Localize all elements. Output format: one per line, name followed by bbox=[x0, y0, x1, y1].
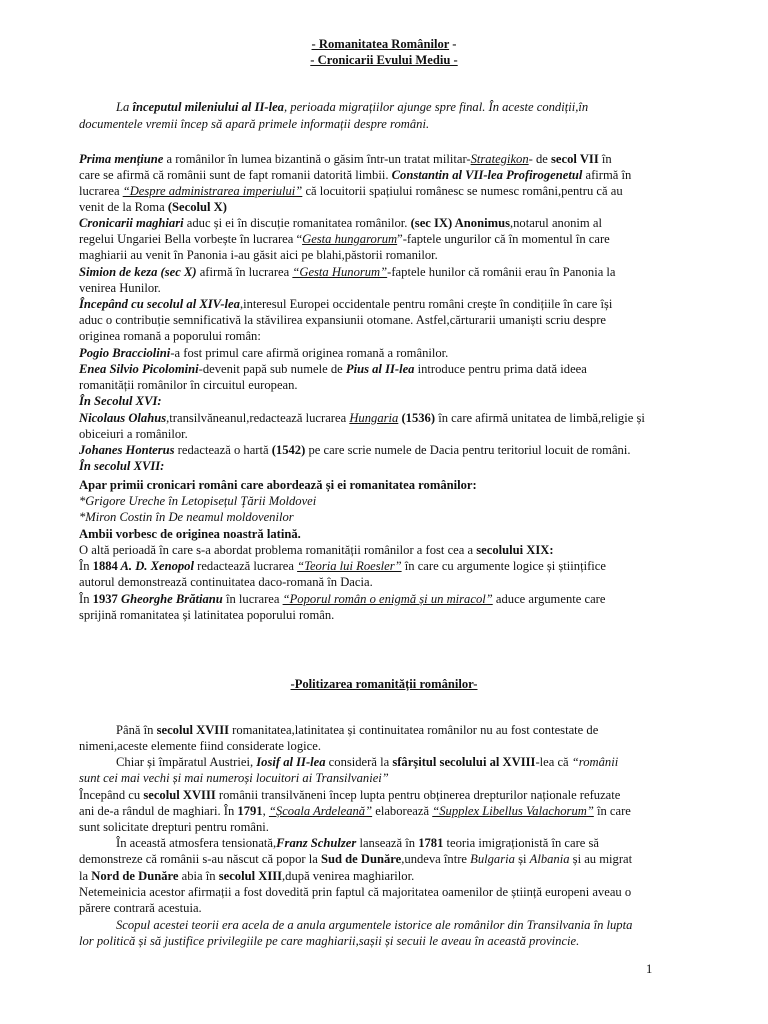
text: Începând cu bbox=[79, 788, 144, 802]
paragraph-line bbox=[79, 199, 679, 215]
text-bold: Prima mențiune bbox=[79, 152, 164, 166]
text-bold: Începând cu secolul al XIV-lea bbox=[79, 297, 240, 311]
quote-text: “românii bbox=[571, 755, 619, 769]
text-bold: Nord de Dunăre bbox=[91, 869, 179, 883]
text: abia în bbox=[178, 869, 219, 883]
text: în care afirmă unitatea de limbă,religie și bbox=[435, 411, 645, 425]
paragraph-line: venirea Hunilor. bbox=[79, 281, 161, 295]
paragraph-line: maghiarii au venit în Panonia i-au găsit aici pe blahi,păstorii romanilor. bbox=[79, 248, 438, 262]
text: -a fost primul care afirmă originea romană a românilor. bbox=[170, 346, 449, 360]
text: În această atmosfera tensionată, bbox=[116, 836, 277, 850]
section-heading bbox=[0, 676, 768, 692]
work-title-link[interactable]: “Teoria lui Roesler” bbox=[297, 559, 402, 573]
text-bold: secolul XVIII bbox=[156, 723, 229, 737]
text-bold: Sud de Dunăre bbox=[320, 852, 402, 866]
text-bold: Iosif al II-lea bbox=[256, 755, 326, 769]
text: redactează lucrarea bbox=[193, 559, 298, 573]
text: Chiar și împăratul Austriei, bbox=[116, 755, 257, 769]
text-bold: Pogio Bracciolini bbox=[79, 346, 171, 360]
text-bold: Constantin al VII-lea Profirogenetul bbox=[391, 168, 583, 182]
text: românii transilvăneni încep lupta pentru obținerea drepturilor naționale refuzate bbox=[215, 788, 621, 802]
text-bold: Pius al II-lea bbox=[345, 362, 415, 376]
text: lansează în bbox=[356, 836, 419, 850]
quote-line: sunt cei mai vechi și mai numeroși locuitori ai Transilvaniei” bbox=[79, 771, 389, 785]
text: ,transilvăneanul,redactează lucrarea bbox=[166, 411, 350, 425]
intro-line-2: documentele vremii încep să apară primele informații despre români. bbox=[79, 117, 430, 131]
paragraph-line bbox=[79, 868, 679, 884]
text: lucrarea bbox=[79, 184, 123, 198]
text: -faptele hunilor că românii erau în Panonia la bbox=[387, 265, 616, 279]
text: - de bbox=[528, 152, 552, 166]
doc-title bbox=[0, 36, 768, 52]
text: ,undeva între bbox=[401, 852, 471, 866]
text-bold: Johanes Honterus bbox=[79, 443, 175, 457]
text: -devenit papă sub numele de bbox=[198, 362, 346, 376]
paragraph-line bbox=[79, 264, 679, 280]
text: elaborează bbox=[372, 804, 433, 818]
doc-subtitle bbox=[0, 52, 768, 68]
paragraph-line: aduc o contribuție semnificativă la stăvilirea expansiunii otomane. Astfel,cărturarii umaniști scriu despre bbox=[79, 313, 607, 327]
text: demonstreze că românii s-au născut că popor la bbox=[79, 852, 321, 866]
work-title-link[interactable]: Strategikon bbox=[470, 152, 529, 166]
text: și au migrat bbox=[569, 852, 633, 866]
text: ,notarul anonim al bbox=[509, 216, 602, 230]
paragraph-line: obiceiuri a românilor. bbox=[79, 427, 188, 441]
text-bold: începutul mileniului al II-lea bbox=[132, 100, 284, 114]
text: în lucrarea bbox=[222, 592, 283, 606]
text-bold: Gheorghe Brătianu bbox=[117, 592, 223, 606]
paragraph-line: Apar primii cronicari români care abordează și ei romanitatea românilor: bbox=[79, 478, 477, 492]
text-bold: Nicolaus Olahus bbox=[79, 411, 167, 425]
intro-line-1 bbox=[116, 99, 716, 115]
list-item: *Grigore Ureche în Letopisețul Țării Moldovei bbox=[79, 494, 317, 508]
text-bold: sfârșitul secolului al XVIII bbox=[392, 755, 536, 769]
text-bold: (Secolul X) bbox=[167, 200, 227, 214]
text: ,interesul Europei occidentale pentru români crește în condițiile în care își bbox=[239, 297, 613, 311]
text-bold: (1542) bbox=[271, 443, 306, 457]
page-number: 1 bbox=[646, 962, 653, 976]
paragraph-line bbox=[79, 442, 679, 458]
text: aduc și ei în discuție romanitatea românilor. bbox=[183, 216, 411, 230]
text-italic: Albania bbox=[529, 852, 570, 866]
text: care se afirmă că românii sunt de fapt romanii datorită limbii. bbox=[79, 168, 392, 182]
paragraph-line: nimeni,aceste elemente fiind considerate logice. bbox=[79, 739, 321, 753]
paragraph-line: originea romană a poporului român: bbox=[79, 329, 261, 343]
paragraph-line: romanității românilor în circuitul european. bbox=[79, 378, 298, 392]
text-bold: 1781 bbox=[418, 836, 444, 850]
text-bold: secolul XVIII bbox=[143, 788, 216, 802]
text-italic: Bulgaria bbox=[470, 852, 515, 866]
text: afirmă în bbox=[582, 168, 632, 182]
text: a românilor în lumea bizantină o găsim într-un tratat militar- bbox=[163, 152, 471, 166]
title-suffix: - bbox=[449, 37, 457, 51]
text: În bbox=[79, 592, 93, 606]
text: romanitatea,latinitatea și continuitatea românilor nu au fost contestate de bbox=[229, 723, 599, 737]
work-title-link[interactable]: Gesta hungarorum bbox=[302, 232, 398, 246]
text: , perioada migrațiilor ajunge spre final. În aceste condiții,în bbox=[283, 100, 589, 114]
paragraph-line bbox=[79, 558, 679, 574]
subheading: În secolul XVII: bbox=[79, 459, 165, 473]
paragraph-line: Scopul acestei teorii era acela de a anula argumentele istorice ale românilor din Transilvania în lupta bbox=[116, 918, 633, 932]
text: La bbox=[116, 100, 133, 114]
paragraph-line: lor politică și să justifice privilegiile pe care maghiarii,sașii și secuii le aveau în această provincie. bbox=[79, 934, 580, 948]
text-bold: (1536) bbox=[398, 411, 436, 425]
text-bold: Franz Schulzer bbox=[276, 836, 357, 850]
paragraph-line: sunt solicitate drepturi pentru români. bbox=[79, 820, 269, 834]
text-bold: Cronicarii maghiari bbox=[79, 216, 184, 230]
text-bold: 1937 bbox=[92, 592, 118, 606]
paragraph-line bbox=[79, 410, 679, 426]
text-bold: (sec IX) Anonimus bbox=[410, 216, 510, 230]
subtitle-text: - Cronicarii Evului Mediu - bbox=[310, 53, 458, 67]
text: ,după venirea maghiarilor. bbox=[282, 869, 415, 883]
paragraph-line bbox=[116, 722, 716, 738]
text: introduce pentru prima dată ideea bbox=[414, 362, 587, 376]
paragraph-line bbox=[79, 361, 679, 377]
text: că locuitorii spațiului românesc se numesc români,pentru că au bbox=[302, 184, 623, 198]
paragraph-line: Ambii vorbesc de originea noastră latină. bbox=[79, 527, 301, 541]
section-heading-text: -Politizarea romanității românilor- bbox=[290, 677, 478, 691]
paragraph-line: Netemeinicia acestor afirmații a fost dovedită prin faptul că majoritatea oamenilor de știință europeni aveau o bbox=[79, 885, 632, 899]
text: afirmă în lucrarea bbox=[196, 265, 293, 279]
paragraph-line bbox=[116, 754, 716, 770]
paragraph-line bbox=[79, 542, 679, 558]
text: la bbox=[79, 869, 92, 883]
title-text: - Romanitatea Românilor bbox=[311, 37, 450, 51]
text: redactează o hartă bbox=[174, 443, 272, 457]
text: regelui Ungariei Bella vorbește în lucrarea “ bbox=[79, 232, 303, 246]
text-bold: 1884 bbox=[92, 559, 118, 573]
paragraph-line bbox=[116, 835, 716, 851]
text-bold: secolului XIX: bbox=[476, 543, 554, 557]
text: teoria imigraționistă în care să bbox=[443, 836, 599, 850]
paragraph-line bbox=[79, 803, 679, 819]
text: consideră la bbox=[325, 755, 393, 769]
paragraph-line bbox=[79, 787, 679, 803]
work-title-link[interactable]: “Despre administrarea imperiului” bbox=[122, 184, 303, 198]
text: în care cu argumente logice și științifice bbox=[401, 559, 606, 573]
paragraph-line bbox=[79, 183, 679, 199]
text: , bbox=[262, 804, 269, 818]
work-title-link[interactable]: Hungaria bbox=[349, 411, 399, 425]
text: și bbox=[514, 852, 530, 866]
text-bold: secol VII bbox=[551, 152, 599, 166]
paragraph-line: părere contrară acestuia. bbox=[79, 901, 202, 915]
text: pe care scrie numele de Dacia pentru teritoriul locuit de români. bbox=[305, 443, 631, 457]
text: în care bbox=[593, 804, 631, 818]
paragraph-line bbox=[79, 591, 679, 607]
text: O altă perioadă în care s-a abordat problema romanității românilor a fost cea a bbox=[79, 543, 477, 557]
paragraph-line bbox=[79, 215, 679, 231]
subheading: În Secolul XVI: bbox=[79, 394, 162, 408]
paragraph-line: autorul demonstrează continuitatea daco-romană în Dacia. bbox=[79, 575, 373, 589]
paragraph-line: sprijină romanitatea și latinitatea poporului român. bbox=[79, 608, 335, 622]
text-bold: A. D. Xenopol bbox=[117, 559, 194, 573]
text: Până în bbox=[116, 723, 157, 737]
text: -lea că bbox=[535, 755, 572, 769]
list-item: *Miron Costin în De neamul moldovenilor bbox=[79, 510, 294, 524]
text-bold: secolul XIII bbox=[218, 869, 283, 883]
text: în bbox=[598, 152, 612, 166]
text-bold: Enea Silvio Picolomini bbox=[79, 362, 199, 376]
text-bold: Simion de keza (sec X) bbox=[79, 265, 197, 279]
paragraph-line bbox=[79, 151, 679, 167]
text: ani de-a rândul de maghiari. În bbox=[79, 804, 238, 818]
work-title-link[interactable]: “Supplex Libellus Valachorum” bbox=[432, 804, 594, 818]
work-title-link[interactable]: “Gesta Hunorum” bbox=[292, 265, 388, 279]
work-title-link[interactable]: “Școala Ardeleană” bbox=[268, 804, 373, 818]
text: aduce argumente care bbox=[492, 592, 606, 606]
text: ”-faptele ungurilor că în momentul în care bbox=[397, 232, 610, 246]
work-title-link[interactable]: “Poporul român o enigmă și un miracol” bbox=[282, 592, 493, 606]
paragraph-line bbox=[79, 345, 679, 361]
text: În bbox=[79, 559, 93, 573]
paragraph-line bbox=[79, 231, 679, 247]
paragraph-line bbox=[79, 296, 679, 312]
paragraph-line bbox=[79, 167, 679, 183]
text-bold: 1791 bbox=[237, 804, 263, 818]
text: venit de la Roma bbox=[79, 200, 168, 214]
paragraph-line bbox=[79, 851, 679, 867]
